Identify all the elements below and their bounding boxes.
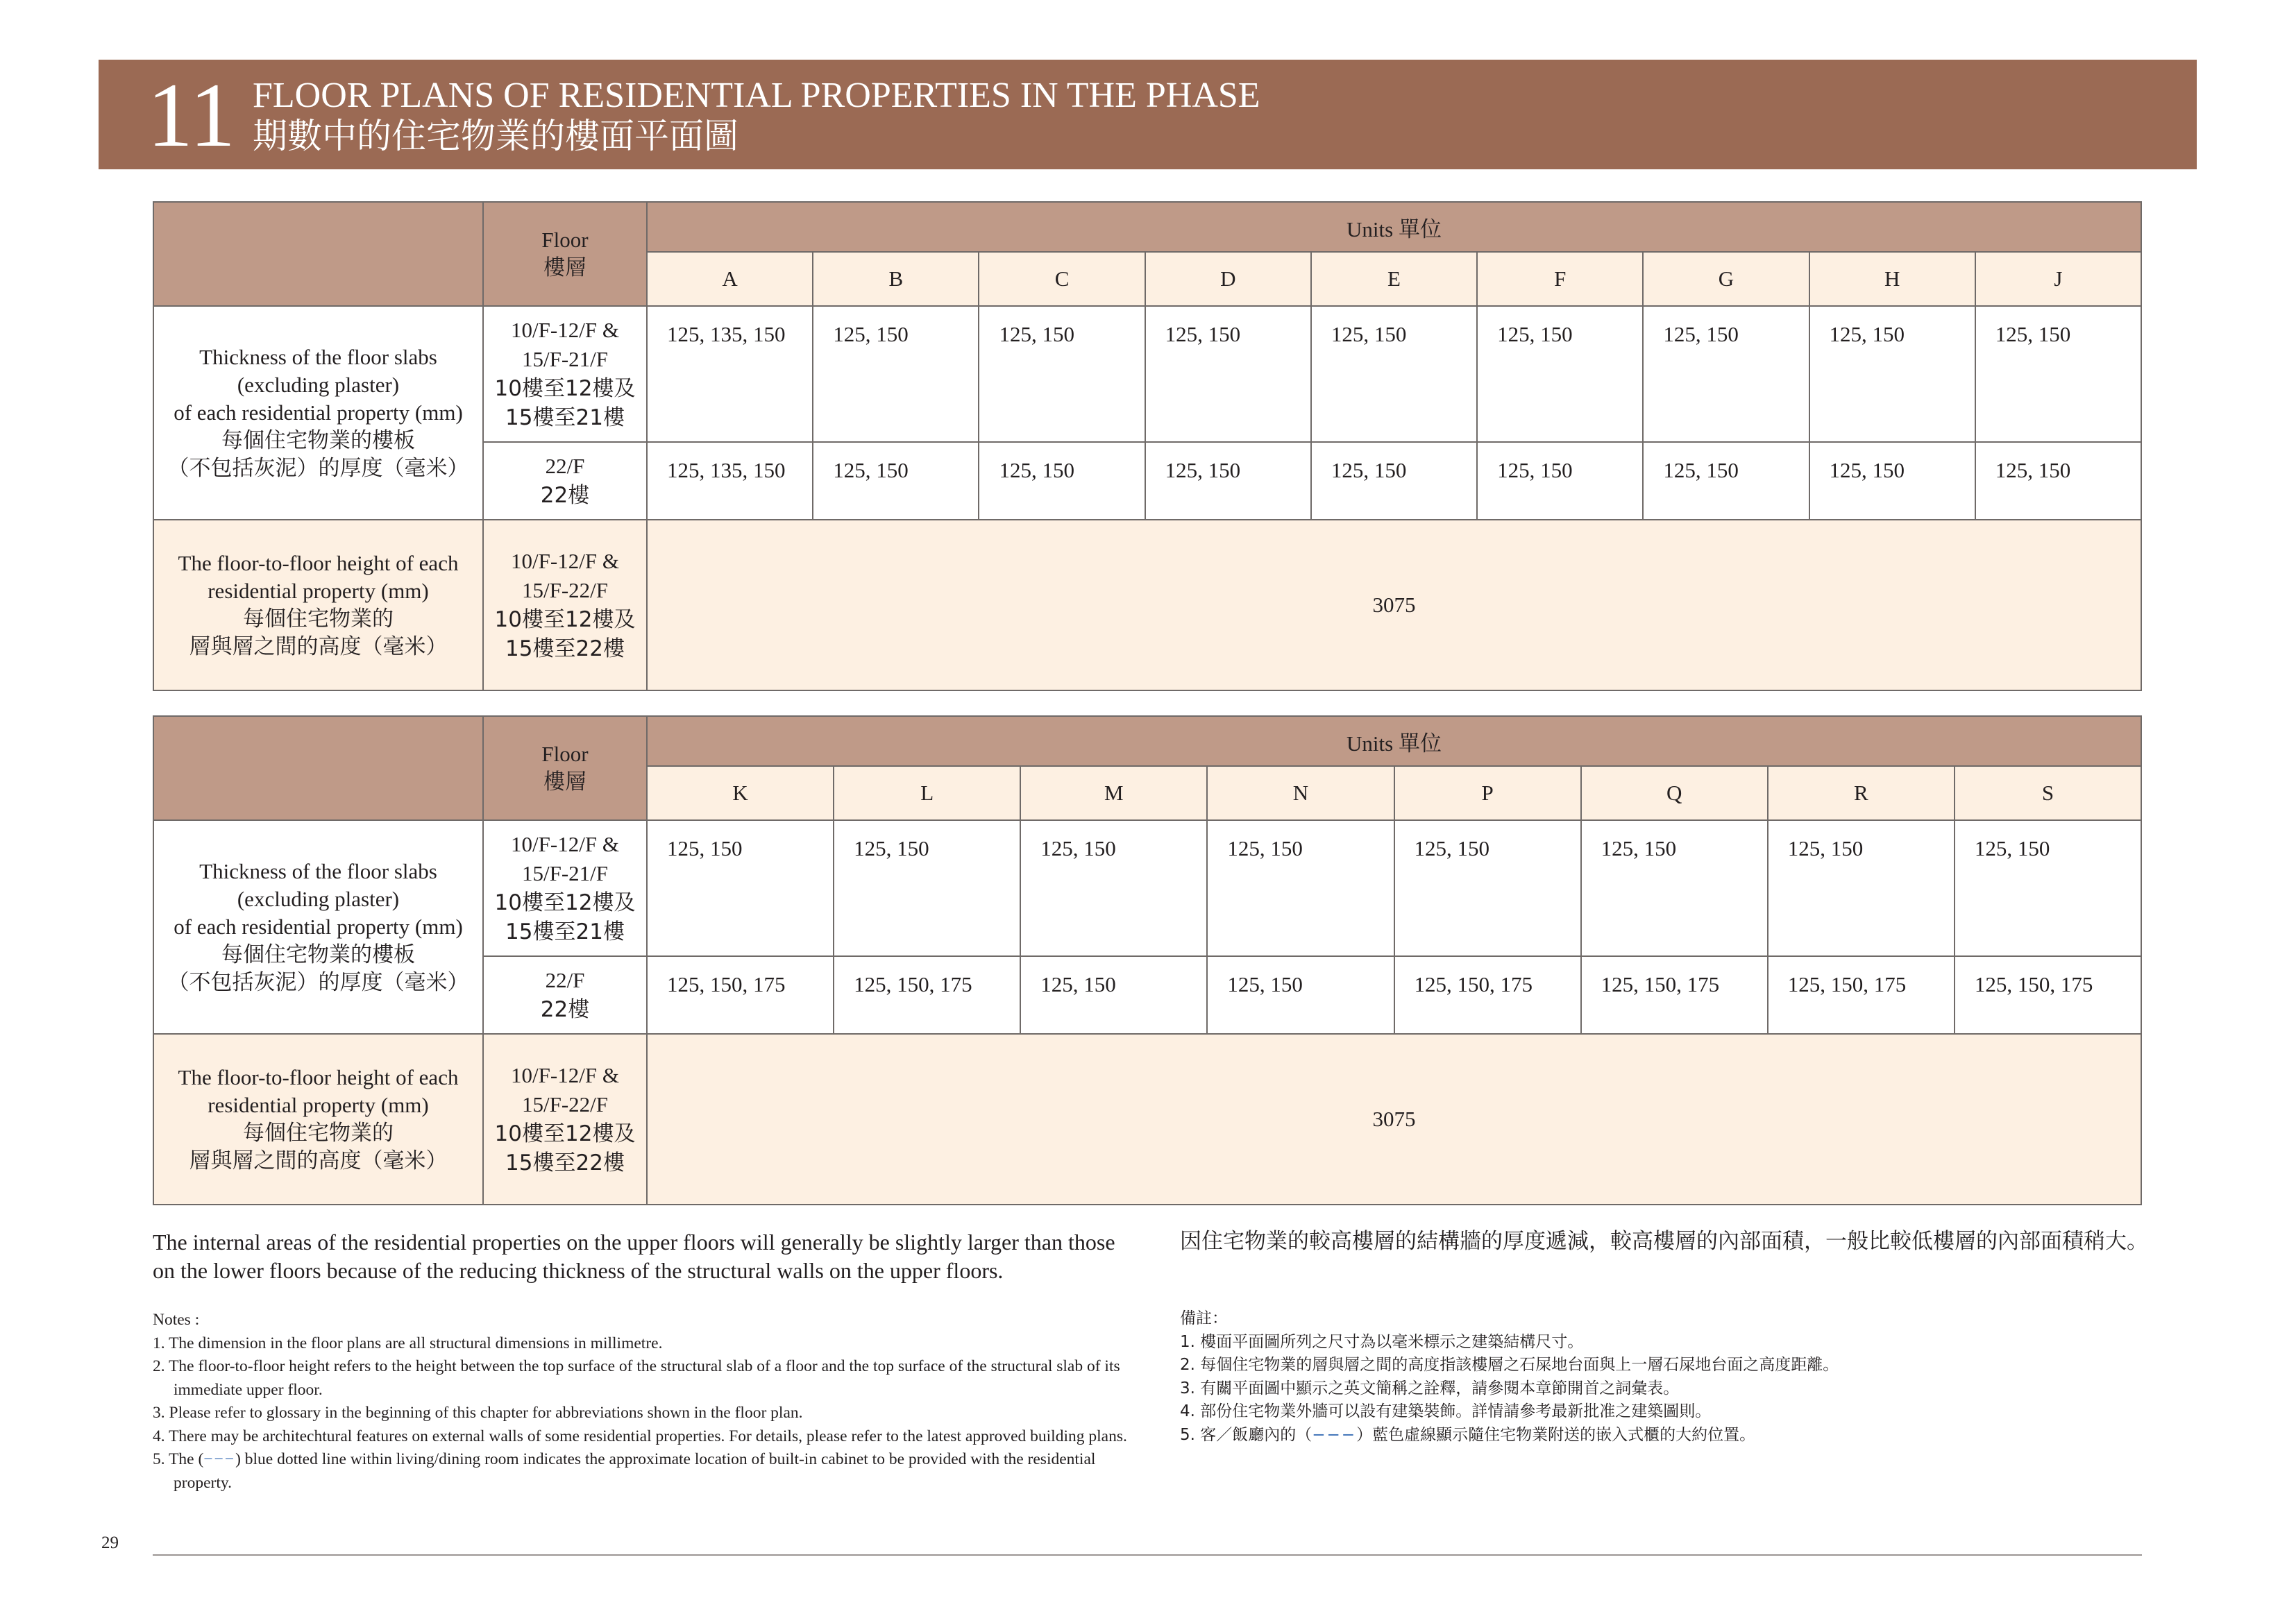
thickness-value: 125, 150 [1020,820,1207,956]
floor-range-cell: 10/F-12/F & 15/F-21/F 10樓至12樓及 15樓至21樓 [483,820,647,956]
intro-paragraph-en: The internal areas of the residential properties on the upper floors will generally be slightly larger than those on the lower floors because of the reducing thickness of the structural walls on the upper floors. [153,1230,1115,1283]
unit-header: H [1809,252,1975,306]
note-item: 4. There may be architechtural features on external walls of some residential properties. For details, please refer to the latest approved building plans. [153,1427,1127,1445]
table-corner [153,202,483,306]
thickness-value: 125, 150 [1477,306,1643,442]
thickness-value: 125, 150 [1477,442,1643,520]
section-banner [99,60,2197,169]
note-item: 1. 樓面平面圖所列之尺寸為以毫米標示之建築結構尺寸。 [1180,1332,1584,1351]
floor-range-cell: 10/F-12/F & 15/F-22/F 10樓至12樓及 15樓至22樓 [483,1034,647,1205]
thickness-value: 125, 150 [1955,820,2141,956]
thickness-value: 125, 150 [813,442,979,520]
thickness-value: 125, 150, 175 [1581,956,1768,1034]
height-value: 3075 [647,1034,2141,1205]
thickness-value: 125, 150 [1809,306,1975,442]
thickness-value: 125, 150 [1311,306,1477,442]
unit-header: P [1394,766,1581,820]
thickness-value: 125, 150 [1975,306,2141,442]
unit-header: R [1768,766,1955,820]
unit-header: M [1020,766,1207,820]
thickness-value: 125, 150 [1768,820,1955,956]
floor-range-cell: 10/F-12/F & 15/F-22/F 10樓至12樓及 15樓至22樓 [483,520,647,690]
unit-header: A [647,252,813,306]
thickness-value: 125, 150 [1311,442,1477,520]
height-value: 3075 [647,520,2141,690]
section-title-en: FLOOR PLANS OF RESIDENTIAL PROPERTIES IN THE PHASE [253,76,1260,115]
floor-range-cell: 22/F 22樓 [483,442,647,520]
unit-header: C [979,252,1145,306]
thickness-value: 125, 135, 150 [647,306,813,442]
note-item: 4. 部份住宅物業外牆可以設有建築裝飾。詳情請參考最新批准之建築圖則。 [1180,1402,1712,1420]
floor-column-header: Floor 樓層 [483,716,647,820]
thickness-value: 125, 135, 150 [647,442,813,520]
floor-column-header: Floor 樓層 [483,202,647,306]
thickness-value: 125, 150 [1975,442,2141,520]
unit-header: B [813,252,979,306]
section-number: 11 [147,64,236,166]
unit-header: Q [1581,766,1768,820]
thickness-value: 125, 150, 175 [647,956,834,1034]
unit-header: L [834,766,1020,820]
thickness-row-label: Thickness of the floor slabs (excluding plaster) of each residential property (mm) 每個住宅物業的樓板 （不包括灰泥）的厚度（毫米） [153,820,483,1034]
unit-header: N [1207,766,1394,820]
notes-title: 備註： [1180,1309,1228,1327]
note-item: 3. Please refer to glossary in the beginning of this chapter for abbreviations shown in the floor plan. [153,1404,803,1422]
note-item: 3. 有關平面圖中顯示之英文簡稱之詮釋，請參閱本章節開首之詞彙表。 [1180,1379,1680,1397]
thickness-value: 125, 150, 175 [834,956,1020,1034]
thickness-value: 125, 150 [1020,956,1207,1034]
floor-range-cell: 22/F 22樓 [483,956,647,1034]
floor-spec-table-2 [153,715,2142,1205]
note-item: 5. The (−−−) blue dotted line within living/dining room indicates the approximate location of built-in cabinet to be provided with the residential property. [153,1450,1096,1492]
thickness-value: 125, 150 [1643,442,1809,520]
thickness-value: 125, 150, 175 [1955,956,2141,1034]
note-item: 2. 每個住宅物業的層與層之間的高度指該樓層之石屎地台面與上一層石屎地台面之高度距離。 [1180,1356,1839,1374]
thickness-value: 125, 150 [1207,820,1394,956]
unit-header: G [1643,252,1809,306]
units-header: Units 單位 [647,716,2141,766]
thickness-value: 125, 150 [1145,306,1311,442]
unit-header: K [647,766,834,820]
thickness-value: 125, 150 [979,306,1145,442]
unit-header: J [1975,252,2141,306]
thickness-value: 125, 150 [1809,442,1975,520]
floor-spec-table-1 [153,201,2142,691]
thickness-value: 125, 150 [979,442,1145,520]
height-row-label: The floor-to-floor height of each residential property (mm) 每個住宅物業的 層與層之間的高度（毫米） [153,520,483,690]
thickness-value: 125, 150, 175 [1768,956,1955,1034]
unit-header: S [1955,766,2141,820]
table-corner [153,716,483,820]
thickness-value: 125, 150 [1145,442,1311,520]
units-header: Units 單位 [647,202,2141,252]
note-item: 5. 客／飯廳內的（−−−）藍色虛線顯示隨住宅物業附送的嵌入式櫃的大約位置。 [1180,1425,1756,1444]
unit-header: E [1311,252,1477,306]
thickness-row-label: Thickness of the floor slabs (excluding plaster) of each residential property (mm) 每個住宅物業的樓板 （不包括灰泥）的厚度（毫米） [153,306,483,520]
thickness-value: 125, 150 [834,820,1020,956]
note-item: 1. The dimension in the floor plans are all structural dimensions in millimetre. [153,1334,663,1352]
unit-header: D [1145,252,1311,306]
notes-en [153,1309,1138,1495]
floor-range-cell: 10/F-12/F & 15/F-21/F 10樓至12樓及 15樓至21樓 [483,306,647,442]
blue-dashed-line-icon: −−− [1312,1425,1357,1444]
notes-title: Notes : [153,1311,200,1329]
thickness-value: 125, 150 [1581,820,1768,956]
note-item: 2. The floor-to-floor height refers to the height between the top surface of the structural slab of a floor and the top surface of the structural slab of its immediate upper floor. [153,1357,1120,1399]
thickness-value: 125, 150 [647,820,834,956]
intro-paragraph-zh: 因住宅物業的較高樓層的結構牆的厚度遞減，較高樓層的內部面積，一般比較低樓層的內部面積稍大。 [1180,1229,2148,1254]
blue-dashed-line-icon: −−− [203,1450,236,1468]
section-title-zh: 期數中的住宅物業的樓面平面圖 [253,116,738,156]
thickness-value: 125, 150 [1643,306,1809,442]
thickness-value: 125, 150, 175 [1394,956,1581,1034]
notes-zh [1180,1307,2152,1447]
unit-header: F [1477,252,1643,306]
height-row-label: The floor-to-floor height of each residential property (mm) 每個住宅物業的 層與層之間的高度（毫米） [153,1034,483,1205]
thickness-value: 125, 150 [1394,820,1581,956]
thickness-value: 125, 150 [1207,956,1394,1034]
page-number: 29 [101,1533,119,1552]
thickness-value: 125, 150 [813,306,979,442]
footer-divider [153,1554,2142,1556]
